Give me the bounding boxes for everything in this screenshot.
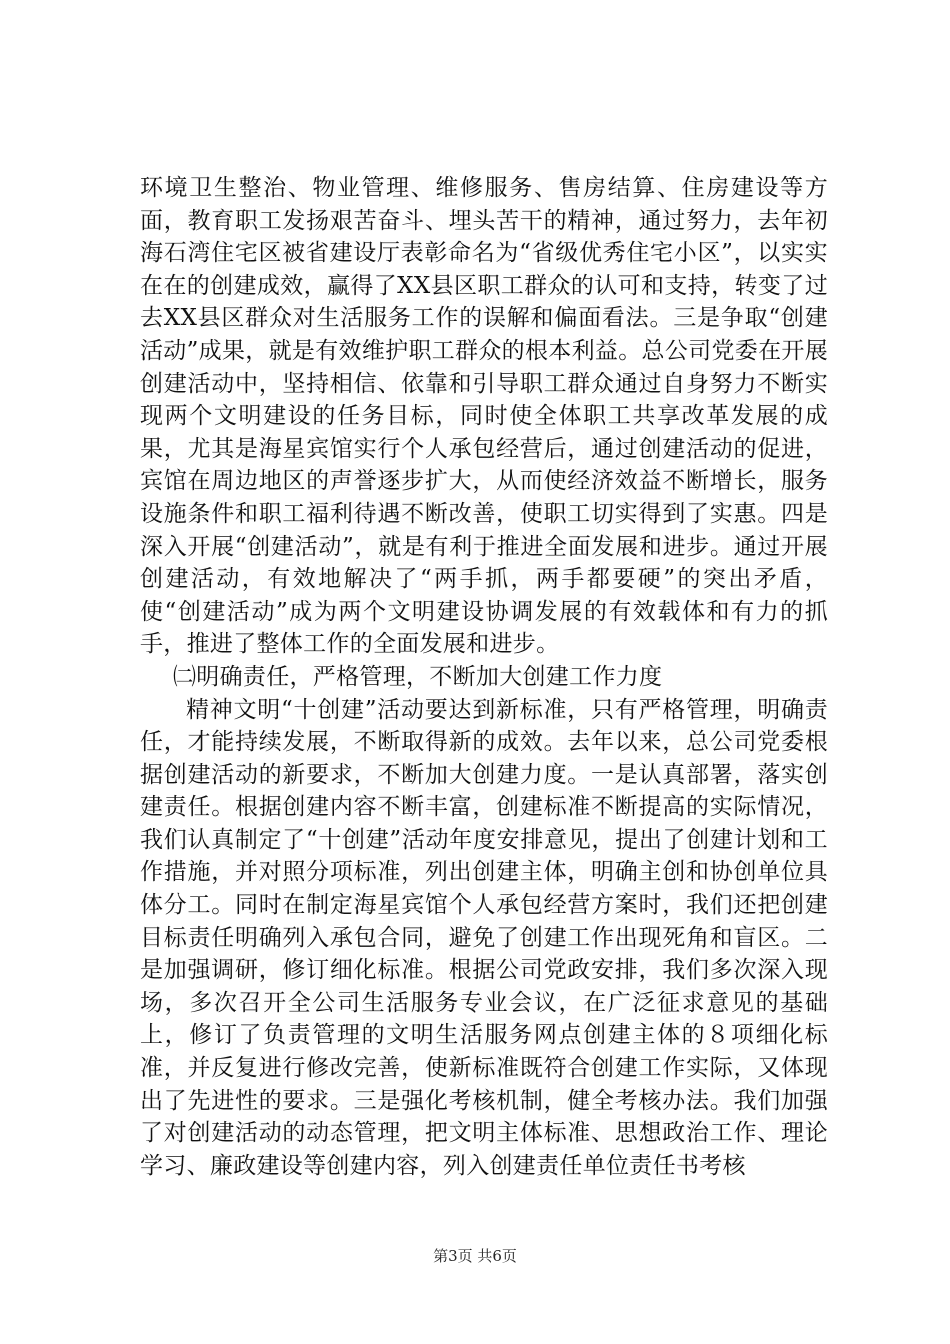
page-number-footer: 第3页 共6页 [433,1247,517,1265]
document-body [140,172,828,1182]
body-paragraph: 精神文明“十创建”活动要达到新标准，只有严格管理，明确责任，才能持续发展，不断取得新的成效。去年以来，总公司党委根据创建活动的新要求，不断加大创建力度。一是认真部署，落实创建责任。根据创建内容不断丰富，创建标准不断提高的实际情况，我们认真制定了“十创建”活动年度安排意见，提出了创建计划和工作措施，并对照分项标准，列出创建主体，明确主创和协创单位具体分工。同时在制定海星宾馆个人承包经营方案时，我们还把创建目标责任明确列入承包合同，避免了创建工作出现死角和盲区。二是加强调研，修订细化标准。根据公司党政安排，我们多次深入现场，多次召开全公司生活服务专业会议，在广泛征求意见的基础上，修订了负责管理的文明生活服务网点创建主体的８项细化标准，并反复进行修改完善，使新标准既符合创建工作实际，又体现出了先进性的要求。三是强化考核机制，健全考核办法。我们加强了对创建活动的动态管理，把文明主体标准、思想政治工作、理论学习、廉政建设等创建内容，列入创建责任单位责任书考核 [140,696,828,1179]
section-heading: ㈡明确责任，严格管理，不断加大创建工作力度 [173,663,663,690]
body-paragraph-continuation: 环境卫生整治、物业管理、维修服务、售房结算、住房建设等方面，教育职工发扬艰苦奋斗、埋头苦干的精神，通过努力，去年初海石湾住宅区被省建设厅表彰命名为“省级优秀住宅小区”，以实实在在的创建成效，赢得了XX县区职工群众的认可和支持，转变了过去XX县区群众对生活服务工作的误解和偏面看法。三是争取“创建活动”成果，就是有效维护职工群众的根本利益。总公司党委在开展创建活动中，坚持相信、依靠和引导职工群众通过自身努力不断实现两个文明建设的任务目标，同时使全体职工共享改革发展的成果，尤其是海星宾馆实行个人承包经营后，通过创建活动的促进，宾馆在周边地区的声誉逐步扩大，从而使经济效益不断增长，服务设施条件和职工福利待遇不断改善，使职工切实得到了实惠。四是深入开展“创建活动”，就是有利于推进全面发展和进步。通过开展创建活动，有效地解决了“两手抓，两手都要硬”的突出矛盾，使“创建活动”成为两个文明建设协调发展的有效载体和有力的抓手，推进了整体工作的全面发展和进步。 [140,175,828,658]
